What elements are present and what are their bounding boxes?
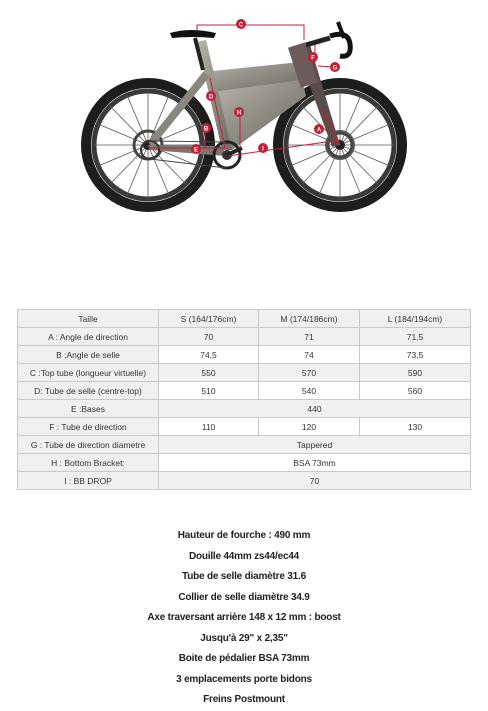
table-row xyxy=(18,418,471,436)
table-row xyxy=(18,346,471,364)
header-s: S (164/176cm) xyxy=(159,310,259,328)
row-value-l: 130 xyxy=(360,418,471,436)
svg-text:C: C xyxy=(238,22,244,29)
row-label: E :Bases xyxy=(18,400,159,418)
table-header-row xyxy=(18,310,471,328)
row-value-all-sizes: 440 xyxy=(159,400,471,418)
svg-text:I: I xyxy=(262,146,264,153)
spec-list xyxy=(0,526,488,711)
marker-c xyxy=(236,19,246,29)
marker-a xyxy=(314,124,324,134)
row-label: B :Angle de selle xyxy=(18,346,159,364)
row-value-s: 110 xyxy=(159,418,259,436)
svg-text:E: E xyxy=(193,147,199,154)
row-value-s: 74,5 xyxy=(159,346,259,364)
svg-text:D: D xyxy=(208,94,214,101)
svg-text:G: G xyxy=(332,65,338,72)
table-row xyxy=(18,436,471,454)
spec-line: Douille 44mm zs44/ec44 xyxy=(188,550,300,562)
svg-text:A: A xyxy=(316,127,322,134)
svg-text:F: F xyxy=(311,55,315,62)
marker-b xyxy=(201,123,211,133)
row-label: I : BB DROP xyxy=(18,472,159,490)
geometry-table xyxy=(17,309,471,490)
row-label: H : Bottom Bracket: xyxy=(18,454,159,472)
row-label: A : Angle de direction xyxy=(18,328,159,346)
marker-g xyxy=(330,62,340,72)
spec-line: Boite de pédalier BSA 73mm xyxy=(178,653,310,664)
row-value-s: 550 xyxy=(159,364,259,382)
table-row xyxy=(18,400,471,418)
bike-geometry-diagram xyxy=(0,0,488,260)
handlebar xyxy=(306,22,350,56)
spec-line: Jusqu'à 29" x 2,35" xyxy=(200,632,288,644)
marker-i xyxy=(258,143,268,153)
row-value-l: 71,5 xyxy=(360,328,471,346)
spec-line: Collier de selle diamètre 34.9 xyxy=(178,591,310,603)
header-m: M (174/186cm) xyxy=(259,310,360,328)
header-size: Taille xyxy=(18,310,159,328)
svg-text:B: B xyxy=(203,126,209,133)
row-label: C :Top tube (longueur virtuelle) xyxy=(18,364,159,382)
row-value-s: 70 xyxy=(159,328,259,346)
row-label: D: Tube de selle (centre-top) xyxy=(18,382,159,400)
spec-line: Tube de selle diamètre 31.6 xyxy=(182,571,306,582)
marker-h xyxy=(234,107,244,117)
row-value-m: 540 xyxy=(259,382,360,400)
marker-d xyxy=(206,91,216,101)
row-value-m: 71 xyxy=(259,328,360,346)
row-value-all-sizes: Tappered xyxy=(159,436,471,454)
spec-line: Hauteur de fourche : 490 mm xyxy=(177,530,311,541)
row-value-m: 120 xyxy=(259,418,360,436)
marker-f xyxy=(308,52,318,62)
row-value-m: 74 xyxy=(259,346,360,364)
spec-line: Axe traversant arrière 148 x 12 mm : boost xyxy=(147,612,341,623)
header-l: L (184/194cm) xyxy=(360,310,471,328)
marker-e xyxy=(191,144,201,154)
table-row xyxy=(18,454,471,472)
row-value-l: 560 xyxy=(360,382,471,400)
table-row xyxy=(18,328,471,346)
spec-line: Freins Postmount xyxy=(203,694,285,705)
svg-text:H: H xyxy=(236,110,242,117)
spec-line: 3 emplacements porte bidons xyxy=(176,673,312,685)
table-row xyxy=(18,472,471,490)
table-row xyxy=(18,382,471,400)
table-row xyxy=(18,364,471,382)
row-value-all-sizes: BSA 73mm xyxy=(159,454,471,472)
row-value-l: 73,5 xyxy=(360,346,471,364)
row-label: G : Tube de direction diametre xyxy=(18,436,159,454)
row-value-s: 510 xyxy=(159,382,259,400)
row-value-l: 590 xyxy=(360,364,471,382)
row-value-m: 570 xyxy=(259,364,360,382)
row-label: F : Tube de direction xyxy=(18,418,159,436)
row-value-all-sizes: 70 xyxy=(159,472,471,490)
